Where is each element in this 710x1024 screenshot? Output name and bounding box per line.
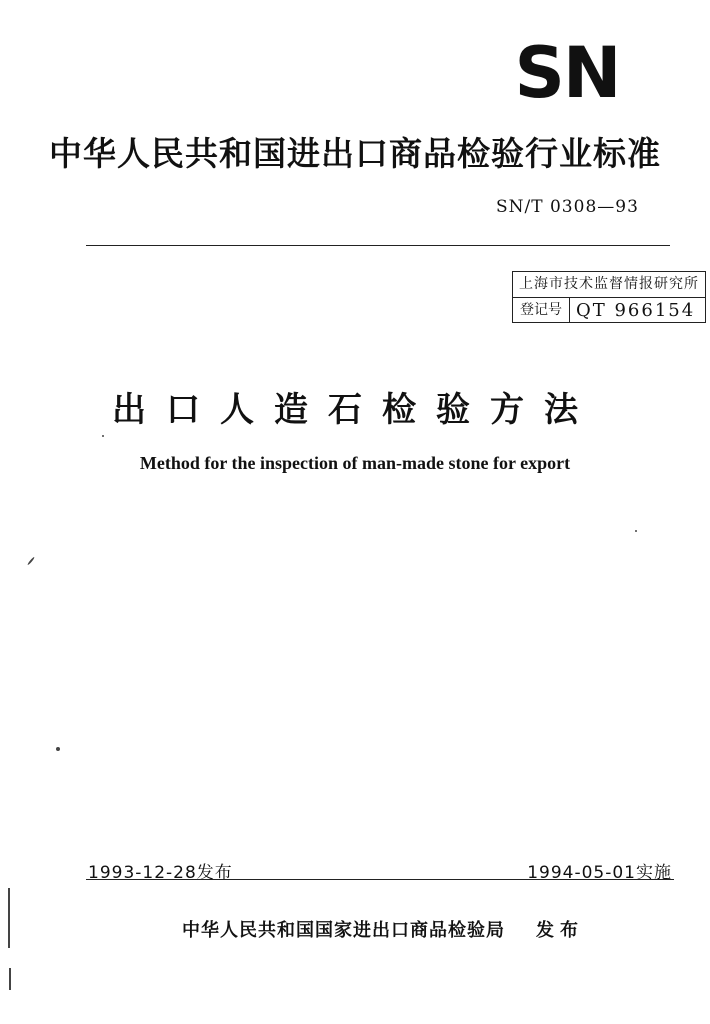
scan-speck xyxy=(27,557,35,566)
document-subtitle: Method for the inspection of man-made stone for export xyxy=(139,453,571,473)
stamp-institution: 上海市技术监督情报研究所 xyxy=(513,272,705,298)
effective-date: 1994-05-01实施 xyxy=(527,863,672,883)
stamp-registration-row xyxy=(513,298,705,323)
registration-stamp xyxy=(512,271,706,323)
standard-category-title: 中华人民共和国进出口商品检验行业标准 xyxy=(49,134,661,173)
stamp-registration-label: 登记号 xyxy=(513,298,570,323)
header-divider xyxy=(86,245,670,246)
standard-code: SN/T 0308—93 xyxy=(496,197,639,217)
scan-speck xyxy=(102,435,104,437)
document-title: 出口人造石检验方法 xyxy=(112,390,598,430)
sn-logo: SN xyxy=(514,32,620,114)
scan-edge-mark xyxy=(8,888,10,948)
publisher-action: 发布 xyxy=(536,920,584,941)
scan-speck xyxy=(56,747,60,751)
footer-divider xyxy=(86,879,674,880)
scan-edge-mark xyxy=(9,968,11,990)
publisher-name: 中华人民共和国国家进出口商品检验局 xyxy=(182,920,505,941)
scan-speck xyxy=(635,530,637,532)
issue-date: 1993-12-28发布 xyxy=(88,863,233,883)
stamp-registration-number: QT 966154 xyxy=(576,300,696,321)
